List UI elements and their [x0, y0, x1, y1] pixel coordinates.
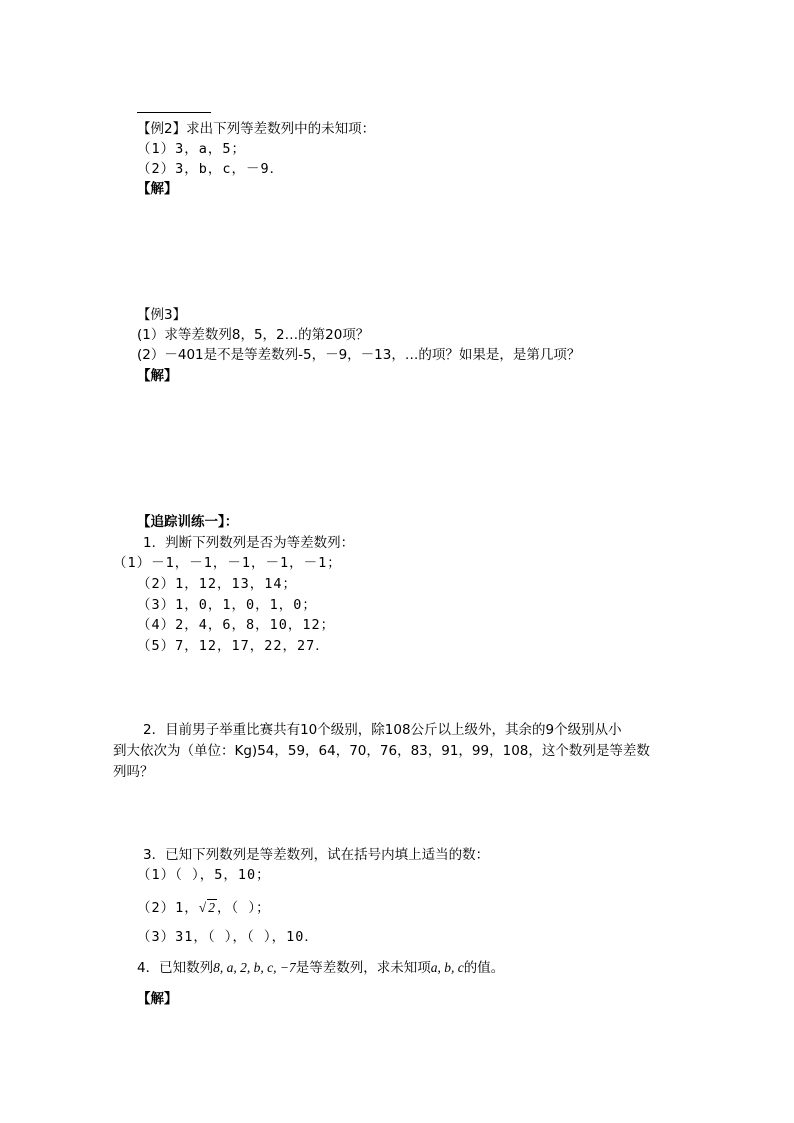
question-3-item-2-suffix: ，（ ）；	[216, 900, 271, 916]
example-3-solution-label: 【解】	[137, 368, 178, 384]
example-3-title: 【例3】	[137, 307, 187, 323]
question-1-item-2: （2）1，12，13，14；	[137, 576, 298, 592]
example-3-item-1: (1）求等差数列8，5，2…的第20项？	[137, 327, 370, 343]
question-2-line-3: 列吗？	[113, 764, 154, 780]
practice-solution-label: 【解】	[137, 991, 178, 1007]
question-1-item-4: （4）2，4，6，8，10，12；	[137, 617, 336, 633]
question-4-unknowns: a, b, c	[430, 960, 464, 975]
example-2-item-1: （1）3，a，5；	[137, 141, 247, 157]
question-1-item-5: （5）7，12，17，22，27．	[137, 638, 330, 654]
example-3-item-2: (2）－401是不是等差数列-5，－9，－13，…的项？如果是，是第几项？	[137, 347, 581, 363]
question-4-suffix: 的值。	[463, 960, 505, 976]
question-4-middle: 是等差数列，求未知项	[295, 960, 431, 976]
question-2-line-2: 到大依次为（单位：Kg)54，59，64，70，76，83，91，99，108，这个数列是等差数	[113, 743, 650, 759]
question-4	[137, 959, 504, 977]
question-3-item-2-prefix: （2）1，	[137, 900, 199, 916]
question-3-item-1: （1）（ ），5，10；	[137, 867, 271, 883]
question-3-stem: 3．已知下列数列是等差数列，试在括号内填上适当的数：	[143, 847, 490, 863]
practice-title: 【追踪训练一】：	[137, 514, 239, 530]
question-3-item-2	[137, 899, 271, 917]
sqrt-radicand: 2	[208, 900, 216, 915]
question-4-sequence: 8, a, 2, b, c, −7	[213, 960, 296, 975]
question-3-item-3: （3）31，（ ），（ ），10．	[137, 929, 319, 945]
question-1-item-1: （1）－1，－1，－1，－1，－1；	[113, 555, 342, 571]
question-2-line-1: 2．目前男子举重比赛共有10个级别，除108公斤以上级外，其余的9个级别从小	[143, 722, 622, 738]
question-4-prefix: 4．已知数列	[137, 960, 214, 976]
example-2-item-2: （2）3，b，c，－9．	[137, 161, 285, 177]
example-2-title: 【例2】求出下列等差数列中的未知项：	[137, 121, 376, 137]
example-2-solution-label: 【解】	[137, 181, 178, 197]
question-1-item-3: （3）1，0，1，0，1，0；	[137, 597, 317, 613]
footnote-rule	[137, 112, 211, 113]
question-1-stem: 1．判断下列数列是否为等差数列：	[143, 535, 355, 551]
sqrt-symbol: √2	[198, 900, 216, 915]
